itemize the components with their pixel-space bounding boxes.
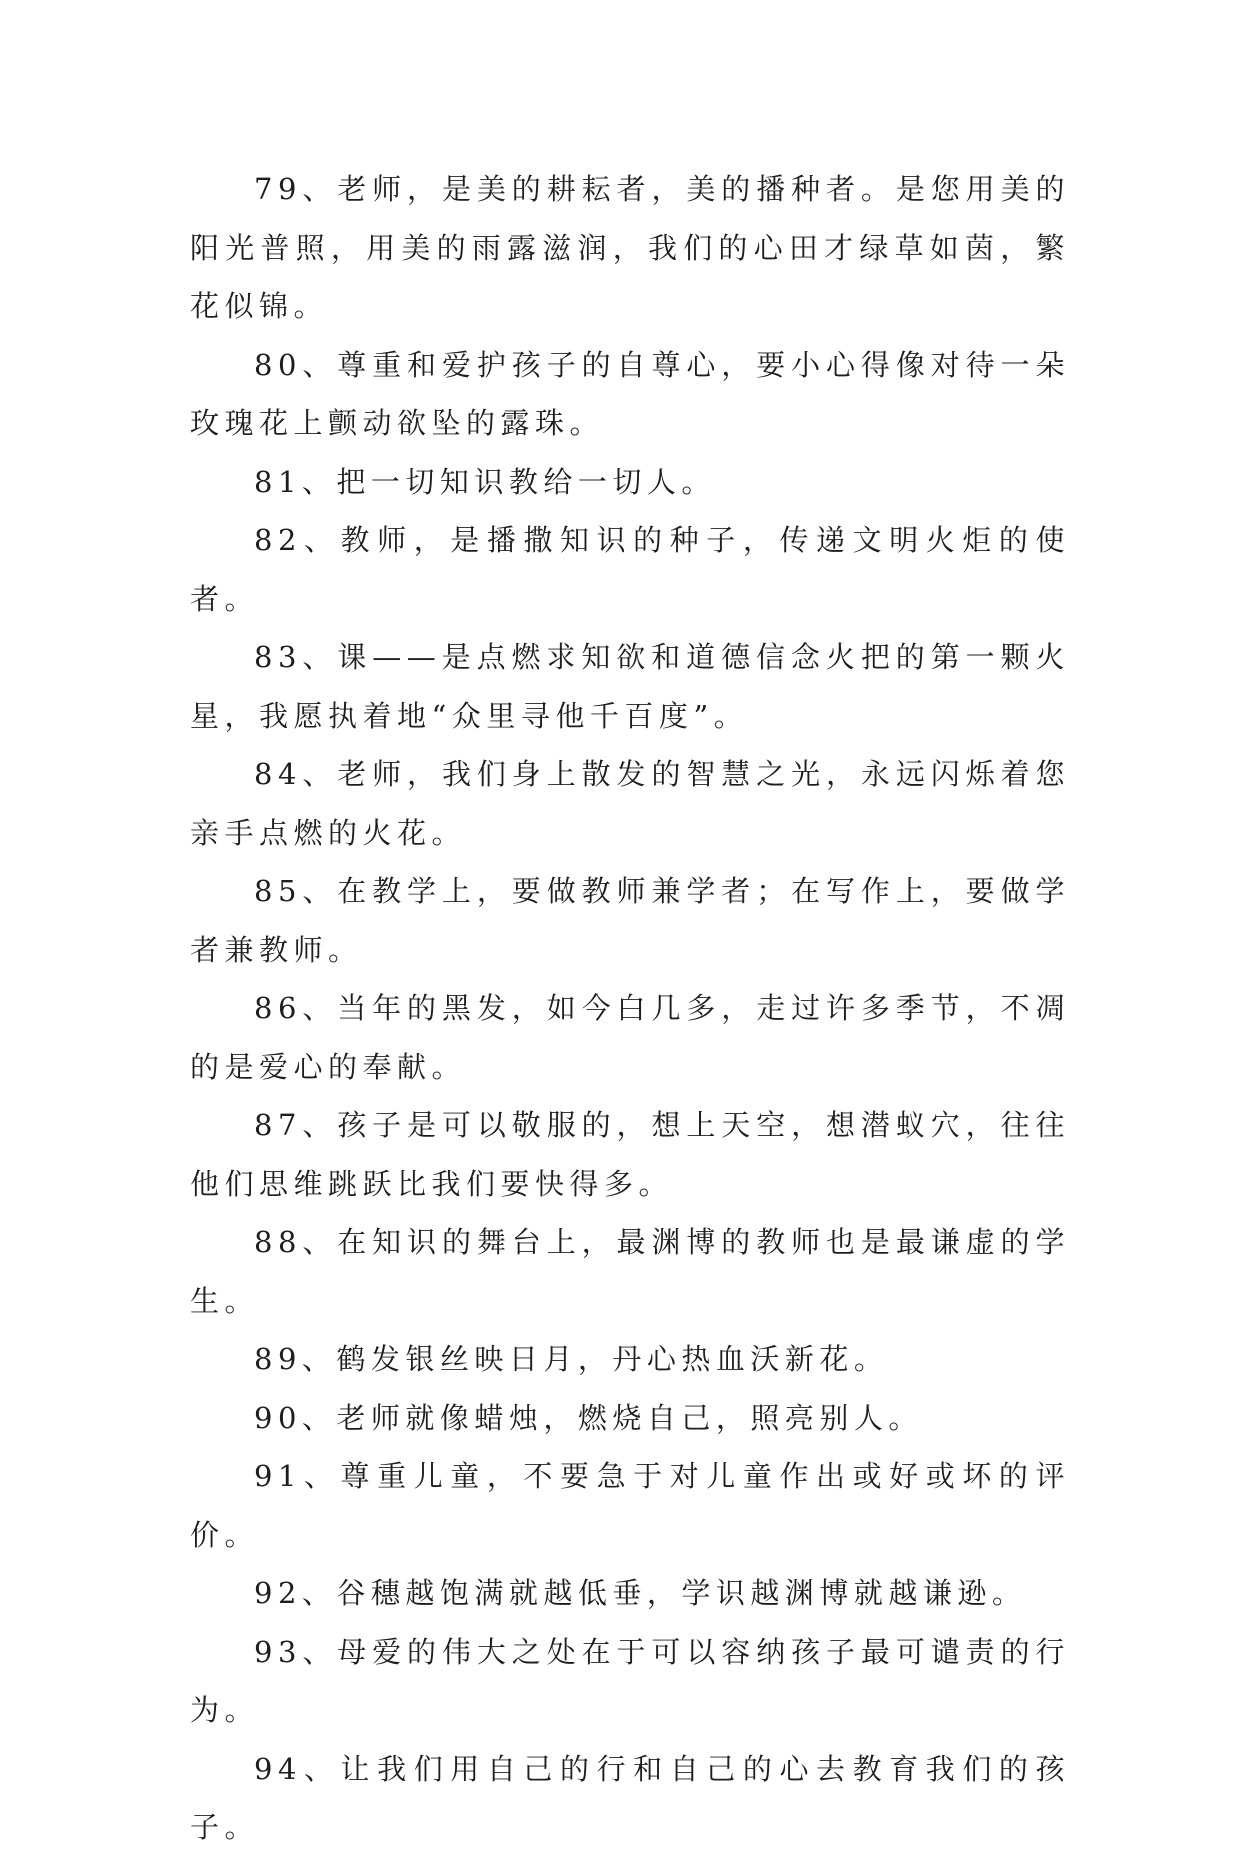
- quote-paragraph-94: 94、让我们用自己的行和自己的心去教育我们的孩子。: [190, 1751, 1070, 1844]
- document-body: [190, 160, 1070, 1857]
- quote-paragraph-79: 79、老师，是美的耕耘者，美的播种者。是您用美的阳光普照，用美的雨露滋润，我们的心田才绿草如茵，繁花似锦。: [190, 172, 1070, 323]
- quote-paragraph-81: 81、把一切知识教给一切人。: [254, 464, 716, 499]
- quote-paragraph-92: 92、谷穗越饱满就越低垂，学识越渊博就越谦逊。: [254, 1576, 1027, 1610]
- quote-paragraph-84: 84、老师，我们身上散发的智慧之光，永远闪烁着您亲手点燃的火花。: [190, 757, 1070, 850]
- quote-paragraph-89: 89、鹤发银丝映日月，丹心热血沃新花。: [254, 1342, 889, 1376]
- quote-paragraph-86: 86、当年的黑发，如今白几多，走过许多季节，不凋的是爱心的奉献。: [190, 991, 1070, 1084]
- quote-paragraph-85: 85、在教学上，要做教师兼学者；在写作上，要做学者兼教师。: [190, 874, 1070, 967]
- quote-paragraph-83: 83、课——是点燃求知欲和道德信念火把的第一颗火星，我愿执着地“众里寻他千百度”。: [190, 640, 1070, 733]
- quote-paragraph-82: 82、教师，是播撒知识的种子，传递文明火炬的使者。: [190, 523, 1070, 616]
- quote-paragraph-93: 93、母爱的伟大之处在于可以容纳孩子最可谴责的行为。: [190, 1634, 1070, 1727]
- quote-paragraph-90: 90、老师就像蜡烛，燃烧自己，照亮别人。: [254, 1400, 923, 1435]
- quote-paragraph-91: 91、尊重儿童，不要急于对儿童作出或好或坏的评价。: [190, 1459, 1070, 1552]
- quote-paragraph-87: 87、孩子是可以敬服的，想上天空，想潜蚁穴，往往他们思维跳跃比我们要快得多。: [190, 1108, 1070, 1201]
- quote-paragraph-80: 80、尊重和爱护孩子的自尊心，要小心得像对待一朵玫瑰花上颤动欲坠的露珠。: [190, 347, 1070, 440]
- quote-paragraph-88: 88、在知识的舞台上，最渊博的教师也是最谦虚的学生。: [190, 1225, 1070, 1318]
